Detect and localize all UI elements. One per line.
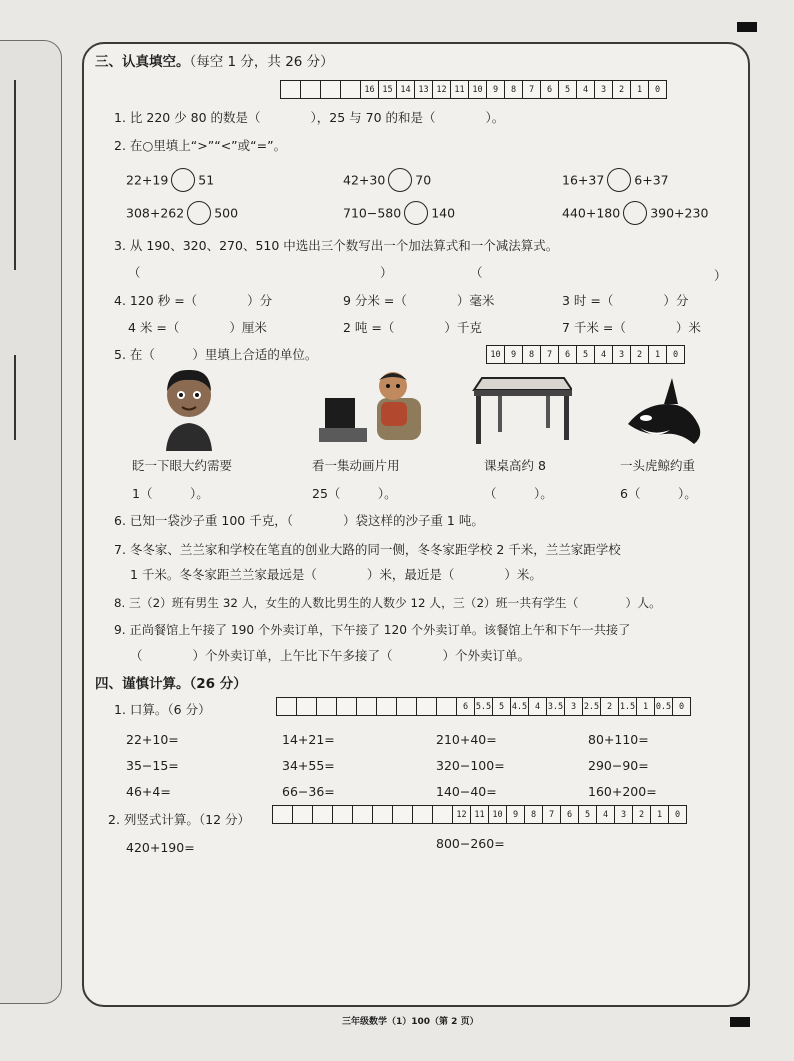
question-5: 5. 在（ ）里填上合适的单位。 xyxy=(114,347,318,362)
score-cell-empty xyxy=(377,698,397,715)
question-3: 3. 从 190、320、270、510 中选出三个数写出一个加法算式和一个减法算式。 xyxy=(114,238,559,253)
score-cell-empty xyxy=(353,806,373,823)
score-cell-empty xyxy=(341,81,361,98)
score-cell-empty xyxy=(413,806,433,823)
question-8: 8. 三（2）班有男生 32 人，女生的人数比男生的人数少 12 人，三（2）班一共有学生（ ）人。 xyxy=(114,596,661,610)
score-cell[interactable]: 3 xyxy=(615,806,633,823)
score-cell[interactable]: 6 xyxy=(559,346,577,363)
question-4-item: 9 分米 =（ ）毫米 xyxy=(343,293,495,308)
oral-calc-item: 320−100= xyxy=(436,758,505,773)
score-cell-empty xyxy=(281,81,301,98)
score-cell[interactable]: 2 xyxy=(631,346,649,363)
oral-calc-item: 80+110= xyxy=(588,732,649,747)
score-cell[interactable]: 16 xyxy=(361,81,379,98)
child-watching-tv-image xyxy=(315,368,425,448)
score-cell-empty xyxy=(393,806,413,823)
score-cell[interactable]: 12 xyxy=(453,806,471,823)
score-cell[interactable]: 0 xyxy=(674,809,681,820)
score-cell-empty xyxy=(333,806,353,823)
score-cell[interactable]: 5 xyxy=(559,81,577,98)
adjacent-page-edge xyxy=(0,40,62,1004)
score-cell[interactable]: 0 xyxy=(672,349,679,360)
q5-answer-blank[interactable]: 1（ ）。 xyxy=(132,486,209,501)
question-4-item: 4 米 =（ ）厘米 xyxy=(128,320,267,335)
score-cell-empty xyxy=(277,698,297,715)
answer-circle[interactable] xyxy=(607,168,631,192)
score-cell[interactable]: 5.5 xyxy=(475,698,493,715)
question-7-line2: 1 千米。冬冬家距兰兰家最远是（ ）米，最近是（ ）米。 xyxy=(130,567,542,582)
question-4-item: 3 时 =（ ）分 xyxy=(562,293,689,308)
question-1: 1. 比 220 少 80 的数是（ ），25 与 70 的和是（ ）。 xyxy=(114,110,505,125)
oral-calc-item: 35−15= xyxy=(126,758,179,773)
score-cell-empty xyxy=(273,806,293,823)
score-cell[interactable]: 4 xyxy=(577,81,595,98)
score-cell-empty xyxy=(397,698,417,715)
score-cell-empty xyxy=(313,806,333,823)
score-cell-empty xyxy=(321,81,341,98)
score-cell[interactable]: 10 xyxy=(469,81,487,98)
page-footer: 三年级数学（1）100（第 2 页） xyxy=(342,1017,479,1027)
question-2: 2. 在○里填上“>”“<”或“=”。 xyxy=(114,138,287,153)
vertical-calc: 420+190= xyxy=(126,840,195,855)
question-9-line2: （ ）个外卖订单，上午比下午多接了（ ）个外卖订单。 xyxy=(130,648,531,663)
score-cell[interactable]: 3 xyxy=(595,81,613,98)
score-cell-empty xyxy=(293,806,313,823)
score-cell[interactable]: 9 xyxy=(487,81,505,98)
score-cell[interactable]: 1 xyxy=(637,698,655,715)
score-cell[interactable]: 7 xyxy=(523,81,541,98)
section3-title: 三、认真填空。（每空 1 分，共 26 分） xyxy=(95,54,334,70)
part-2-title: 2. 列竖式计算。（12 分） xyxy=(108,812,251,827)
question-9-line1: 9. 正尚餐馆上午接了 190 个外卖订单，下午接了 120 个外卖订单。该餐馆上午和下午一共接了 xyxy=(114,623,631,637)
score-cell[interactable]: 2 xyxy=(601,698,619,715)
score-cell[interactable]: 6 xyxy=(457,698,475,715)
score-cell[interactable]: 4.5 xyxy=(511,698,529,715)
question-4-item: 2 吨 =（ ）千克 xyxy=(343,320,482,335)
desk-image xyxy=(468,374,572,446)
q5-caption: 一头虎鲸约重 xyxy=(620,458,696,473)
score-cell[interactable]: 10 xyxy=(489,806,507,823)
score-grid xyxy=(280,80,667,99)
score-cell[interactable]: 6 xyxy=(561,806,579,823)
score-cell-empty xyxy=(437,698,457,715)
score-cell[interactable]: 1.5 xyxy=(619,698,637,715)
score-cell[interactable]: 5 xyxy=(493,698,511,715)
score-cell[interactable]: 5 xyxy=(577,346,595,363)
page-edge-mark xyxy=(14,80,16,270)
oral-calc-item: 22+10= xyxy=(126,732,179,747)
score-cell-empty xyxy=(357,698,377,715)
score-cell[interactable]: 4 xyxy=(529,698,547,715)
q3-blank-close: ） xyxy=(714,268,727,283)
question-7-line1: 7. 冬冬家、兰兰家和学校在笔直的创业大路的同一侧，冬冬家距学校 2 千米，兰兰家距学校 xyxy=(114,542,621,557)
registration-mark xyxy=(730,1017,750,1027)
answer-circle[interactable] xyxy=(388,168,412,192)
answer-circle[interactable] xyxy=(171,168,195,192)
q5-caption: 课桌高约 8 xyxy=(484,458,546,473)
score-cell[interactable]: 10 xyxy=(487,346,505,363)
oral-calc-item: 290−90= xyxy=(588,758,649,773)
score-grid xyxy=(486,345,685,364)
question-4-item: 7 千米 =（ ）米 xyxy=(562,320,701,335)
page-edge-mark xyxy=(14,355,16,440)
score-cell[interactable]: 2 xyxy=(633,806,651,823)
score-cell-empty xyxy=(297,698,317,715)
score-cell[interactable]: 7 xyxy=(541,346,559,363)
q3-blank-close: ） xyxy=(380,265,393,280)
score-cell[interactable]: 0 xyxy=(678,701,685,712)
score-cell[interactable]: 3 xyxy=(613,346,631,363)
score-cell-empty xyxy=(417,698,437,715)
score-cell[interactable]: 8 xyxy=(523,346,541,363)
registration-mark xyxy=(737,22,757,32)
score-grid xyxy=(272,805,687,824)
score-cell-empty xyxy=(373,806,393,823)
score-cell-empty xyxy=(337,698,357,715)
score-cell[interactable]: 4 xyxy=(597,806,615,823)
score-cell[interactable]: 2.5 xyxy=(583,698,601,715)
q5-caption: 眨一下眼大约需要 xyxy=(132,458,233,473)
question-6: 6. 已知一袋沙子重 100 千克，（ ）袋这样的沙子重 1 吨。 xyxy=(114,513,484,528)
score-cell[interactable]: 1 xyxy=(631,81,649,98)
vertical-calc: 800−260= xyxy=(436,836,505,851)
score-cell[interactable]: 9 xyxy=(505,346,523,363)
score-cell[interactable]: 15 xyxy=(379,81,397,98)
question-4-item: 4. 120 秒 =（ ）分 xyxy=(114,293,273,308)
score-cell[interactable]: 8 xyxy=(525,806,543,823)
score-cell-empty xyxy=(317,698,337,715)
q5-caption: 看一集动画片用 xyxy=(312,458,400,473)
compare-item: 42+30 70 xyxy=(343,169,431,193)
boy-portrait-image xyxy=(158,365,220,451)
score-cell-empty xyxy=(301,81,321,98)
compare-item: 710−580 140 xyxy=(343,202,455,226)
compare-item: 16+37 6+37 xyxy=(562,169,669,193)
score-cell[interactable]: 13 xyxy=(415,81,433,98)
score-cell[interactable]: 5 xyxy=(579,806,597,823)
score-cell[interactable]: 3.5 xyxy=(547,698,565,715)
orca-image xyxy=(624,374,708,450)
score-cell[interactable]: 8 xyxy=(505,81,523,98)
score-grid xyxy=(276,697,691,716)
score-cell[interactable]: 4 xyxy=(595,346,613,363)
q5-answer-blank[interactable]: 6（ ）。 xyxy=(620,486,697,501)
oral-calc-item: 160+200= xyxy=(588,784,657,799)
oral-calc-item: 140−40= xyxy=(436,784,497,799)
score-cell[interactable]: 12 xyxy=(433,81,451,98)
score-cell[interactable]: 2 xyxy=(613,81,631,98)
score-cell[interactable]: 9 xyxy=(507,806,525,823)
oral-calc-item: 66−36= xyxy=(282,784,335,799)
score-cell-empty xyxy=(433,806,453,823)
score-cell[interactable]: 1 xyxy=(649,346,667,363)
score-cell[interactable]: 0.5 xyxy=(655,698,673,715)
q3-blank-open[interactable]: （ xyxy=(470,265,483,280)
score-cell[interactable]: 14 xyxy=(397,81,415,98)
compare-item: 440+180 390+230 xyxy=(562,202,708,226)
answer-circle[interactable] xyxy=(404,201,428,225)
oral-calc-item: 210+40= xyxy=(436,732,497,747)
compare-item: 22+19 51 xyxy=(126,169,214,193)
section4-title: 四、谨慎计算。（26 分） xyxy=(95,676,247,692)
q5-answer-blank[interactable]: 25（ ）。 xyxy=(312,486,397,501)
q5-answer-blank[interactable]: （ ）。 xyxy=(484,486,553,501)
answer-circle[interactable] xyxy=(623,201,647,225)
oral-calc-item: 14+21= xyxy=(282,732,335,747)
score-cell[interactable]: 7 xyxy=(543,806,561,823)
oral-calc-item: 34+55= xyxy=(282,758,335,773)
q3-blank-open[interactable]: （ xyxy=(128,265,141,280)
oral-calc-item: 46+4= xyxy=(126,784,171,799)
score-cell[interactable]: 3 xyxy=(565,698,583,715)
compare-item: 308+262 500 xyxy=(126,202,238,226)
part-1-title: 1. 口算。（6 分） xyxy=(114,702,211,717)
score-cell[interactable]: 1 xyxy=(651,806,669,823)
score-cell[interactable]: 11 xyxy=(471,806,489,823)
section3-note: （每空 1 分，共 26 分） xyxy=(189,54,334,70)
score-cell[interactable]: 6 xyxy=(541,81,559,98)
score-cell[interactable]: 11 xyxy=(451,81,469,98)
score-cell[interactable]: 0 xyxy=(654,84,661,95)
answer-circle[interactable] xyxy=(187,201,211,225)
